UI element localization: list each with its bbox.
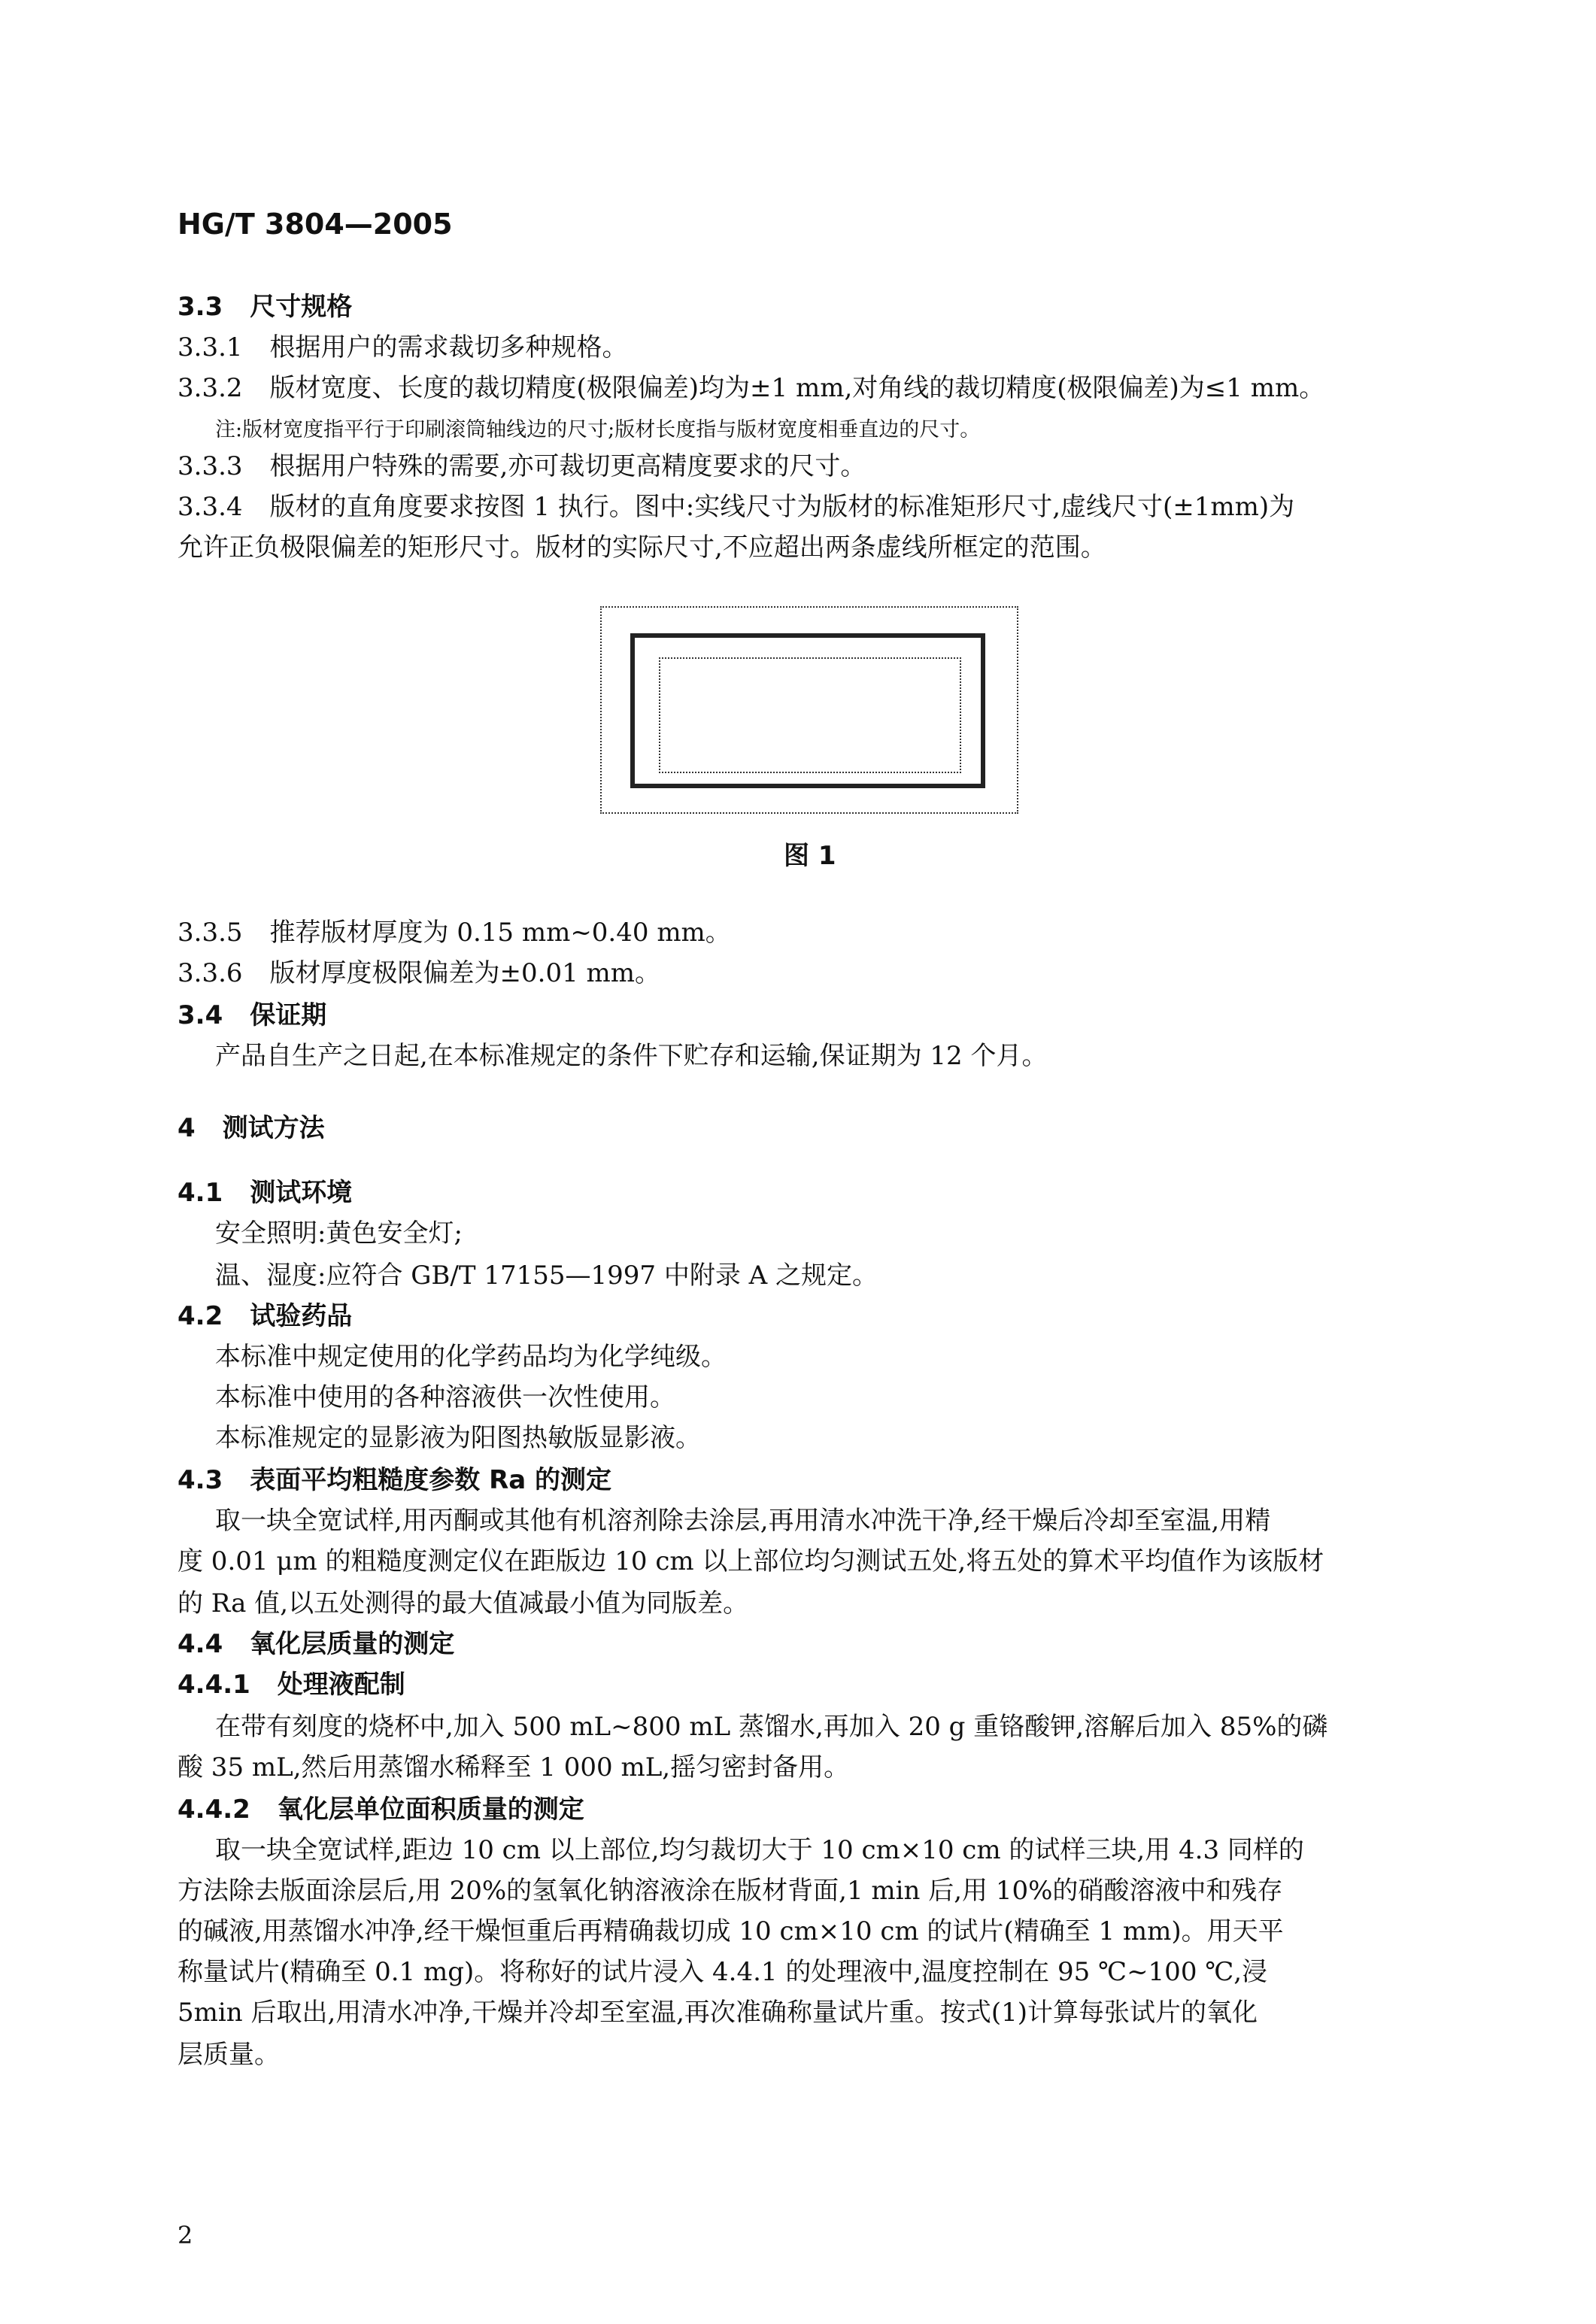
section-number: 4.4.1 (178, 1670, 250, 1700)
text-line-29 (215, 1834, 1304, 1867)
text-line-24 (178, 1628, 454, 1661)
section-number: 3.3.6 (178, 958, 243, 988)
line-text: 表面平均粗糙度参数 Ra 的测定 (250, 1465, 612, 1495)
line-text: 的碱液,用蒸馏水冲净,经干燥恒重后再精确裁切成 10 cm×10 cm 的试片(精确至 1 mm)。用天平 (178, 1916, 1284, 1946)
text-line-7 (178, 531, 1106, 564)
line-text: 本标准中规定使用的化学药品均为化学纯级。 (215, 1342, 727, 1372)
line-text: 的 Ra 值,以五处测得的最大值减最小值为同版差。 (178, 1588, 749, 1619)
line-text: 在带有刻度的烧杯中,加入 500 mL~800 mL 蒸馏水,再加入 20 g 重铬酸钾,溶解后加入 85%的磷 (215, 1712, 1328, 1742)
line-text: 版材宽度、长度的裁切精度(极限偏差)均为±1 mm,对角线的裁切精度(极限偏差)为≤1 mm。 (269, 373, 1325, 403)
line-text: 推荐版材厚度为 0.15 mm~0.40 mm。 (269, 918, 731, 948)
section-number: 4.2 (178, 1301, 223, 1331)
line-text: 处理液配制 (277, 1670, 405, 1700)
text-line-13 (178, 1176, 352, 1209)
line-text: 产品自生产之日起,在本标准规定的条件下贮存和运输,保证期为 12 个月。 (215, 1041, 1048, 1071)
line-text: 测试方法 (222, 1113, 325, 1143)
section-number: 4.4.2 (178, 1795, 250, 1825)
text-line-12 (178, 1112, 325, 1145)
inner-dashed-rect (659, 657, 961, 773)
text-line-16 (178, 1300, 352, 1333)
line-text: 5min 后取出,用清水冲净,干燥并冷却至室温,再次准确称量试片重。按式(1)计算每张试片的氧化 (178, 1998, 1258, 2028)
section-number: 3.3.5 (178, 918, 243, 948)
text-line-14 (215, 1217, 463, 1250)
line-text: 根据用户的需求裁切多种规格。 (269, 332, 628, 363)
line-text: 取一块全宽试样,用丙酮或其他有机溶剂除去涂层,再用清水冲洗干净,经干燥后冷却至室温,用精 (215, 1506, 1271, 1536)
text-line-2 (178, 331, 628, 364)
text-line-9 (178, 957, 660, 990)
section-number: 4 (178, 1113, 196, 1143)
text-line-8 (178, 916, 731, 949)
line-text: 称量试片(精确至 0.1 mg)。将称好的试片浸入 4.4.1 的处理液中,温度控制在 95 ℃~100 ℃,浸 (178, 1957, 1268, 1987)
text-line-34 (178, 2038, 280, 2071)
figure-caption: 图 1 (784, 841, 836, 871)
text-line-25 (178, 1668, 405, 1701)
section-number: 3.3 (178, 292, 223, 322)
line-text: 氧化层质量的测定 (250, 1629, 455, 1659)
text-line-20 (178, 1464, 611, 1497)
line-text: 氧化层单位面积质量的测定 (277, 1795, 584, 1825)
section-number: 3.3.4 (178, 492, 243, 522)
section-number: 3.3.3 (178, 451, 243, 481)
line-text: 酸 35 mL,然后用蒸馏水稀释至 1 000 mL,摇匀密封备用。 (178, 1752, 850, 1782)
text-line-19 (215, 1421, 701, 1455)
text-line-22 (178, 1545, 1324, 1578)
text-line-5 (178, 450, 866, 483)
text-line-21 (215, 1504, 1270, 1537)
text-line-1 (178, 290, 352, 323)
text-line-30 (178, 1874, 1282, 1907)
section-number: 4.1 (178, 1178, 223, 1208)
text-line-4 (215, 414, 980, 447)
section-number: 4.3 (178, 1465, 223, 1495)
page-number: 2 (178, 2221, 193, 2250)
line-text: 版材的直角度要求按图 1 执行。图中:实线尺寸为版材的标准矩形尺寸,虚线尺寸(±1mm)为 (269, 492, 1295, 522)
line-text: 版材厚度极限偏差为±0.01 mm。 (269, 958, 660, 988)
line-text: 试验药品 (250, 1301, 353, 1331)
line-text: 保证期 (250, 1000, 327, 1030)
text-line-31 (178, 1915, 1284, 1948)
line-text: 取一块全宽试样,距边 10 cm 以上部位,均匀裁切大于 10 cm×10 cm 的试样三块,用 4.3 同样的 (215, 1835, 1304, 1865)
text-line-18 (215, 1381, 675, 1414)
text-line-10 (178, 999, 326, 1032)
line-text: 根据用户特殊的需要,亦可裁切更高精度要求的尺寸。 (269, 451, 866, 481)
text-line-17 (215, 1340, 727, 1373)
line-text: 方法除去版面涂层后,用 20%的氢氧化钠溶液涂在版材背面,1 min 后,用 10%的硝酸溶液中和残存 (178, 1876, 1283, 1906)
line-text: 测试环境 (250, 1178, 353, 1208)
line-text: 本标准规定的显影液为阳图热敏版显影液。 (215, 1423, 701, 1453)
section-number: 3.3.2 (178, 373, 243, 403)
text-line-28 (178, 1793, 584, 1826)
text-line-23 (178, 1587, 748, 1620)
line-text: 温、湿度:应符合 GB/T 17155—1997 中附录 A 之规定。 (215, 1261, 878, 1291)
line-text: 允许正负极限偏差的矩形尺寸。版材的实际尺寸,不应超出两条虚线所框定的范围。 (178, 532, 1106, 563)
line-text: 安全照明:黄色安全灯; (215, 1218, 463, 1248)
line-text: 度 0.01 μm 的粗糙度测定仪在距版边 10 cm 以上部位均匀测试五处,将五处的算术平均值作为该版材 (178, 1546, 1324, 1576)
line-text: 层质量。 (178, 2040, 280, 2070)
text-line-3 (178, 372, 1324, 405)
section-number: 3.3.1 (178, 332, 243, 363)
line-text: 本标准中使用的各种溶液供一次性使用。 (215, 1382, 675, 1412)
standard-code: HG/T 3804—2005 (178, 208, 453, 241)
text-line-27 (178, 1751, 849, 1784)
line-text: 注:版材宽度指平行于印刷滚筒轴线边的尺寸;版材长度指与版材宽度相垂直边的尺寸。 (215, 418, 981, 441)
text-line-32 (178, 1955, 1267, 1989)
line-text: 尺寸规格 (250, 292, 353, 322)
text-line-26 (215, 1710, 1327, 1743)
text-line-33 (178, 1996, 1258, 2029)
section-number: 3.4 (178, 1000, 223, 1030)
section-number: 4.4 (178, 1629, 223, 1659)
text-line-15 (215, 1259, 878, 1292)
text-line-11 (215, 1039, 1048, 1072)
text-line-6 (178, 490, 1294, 523)
